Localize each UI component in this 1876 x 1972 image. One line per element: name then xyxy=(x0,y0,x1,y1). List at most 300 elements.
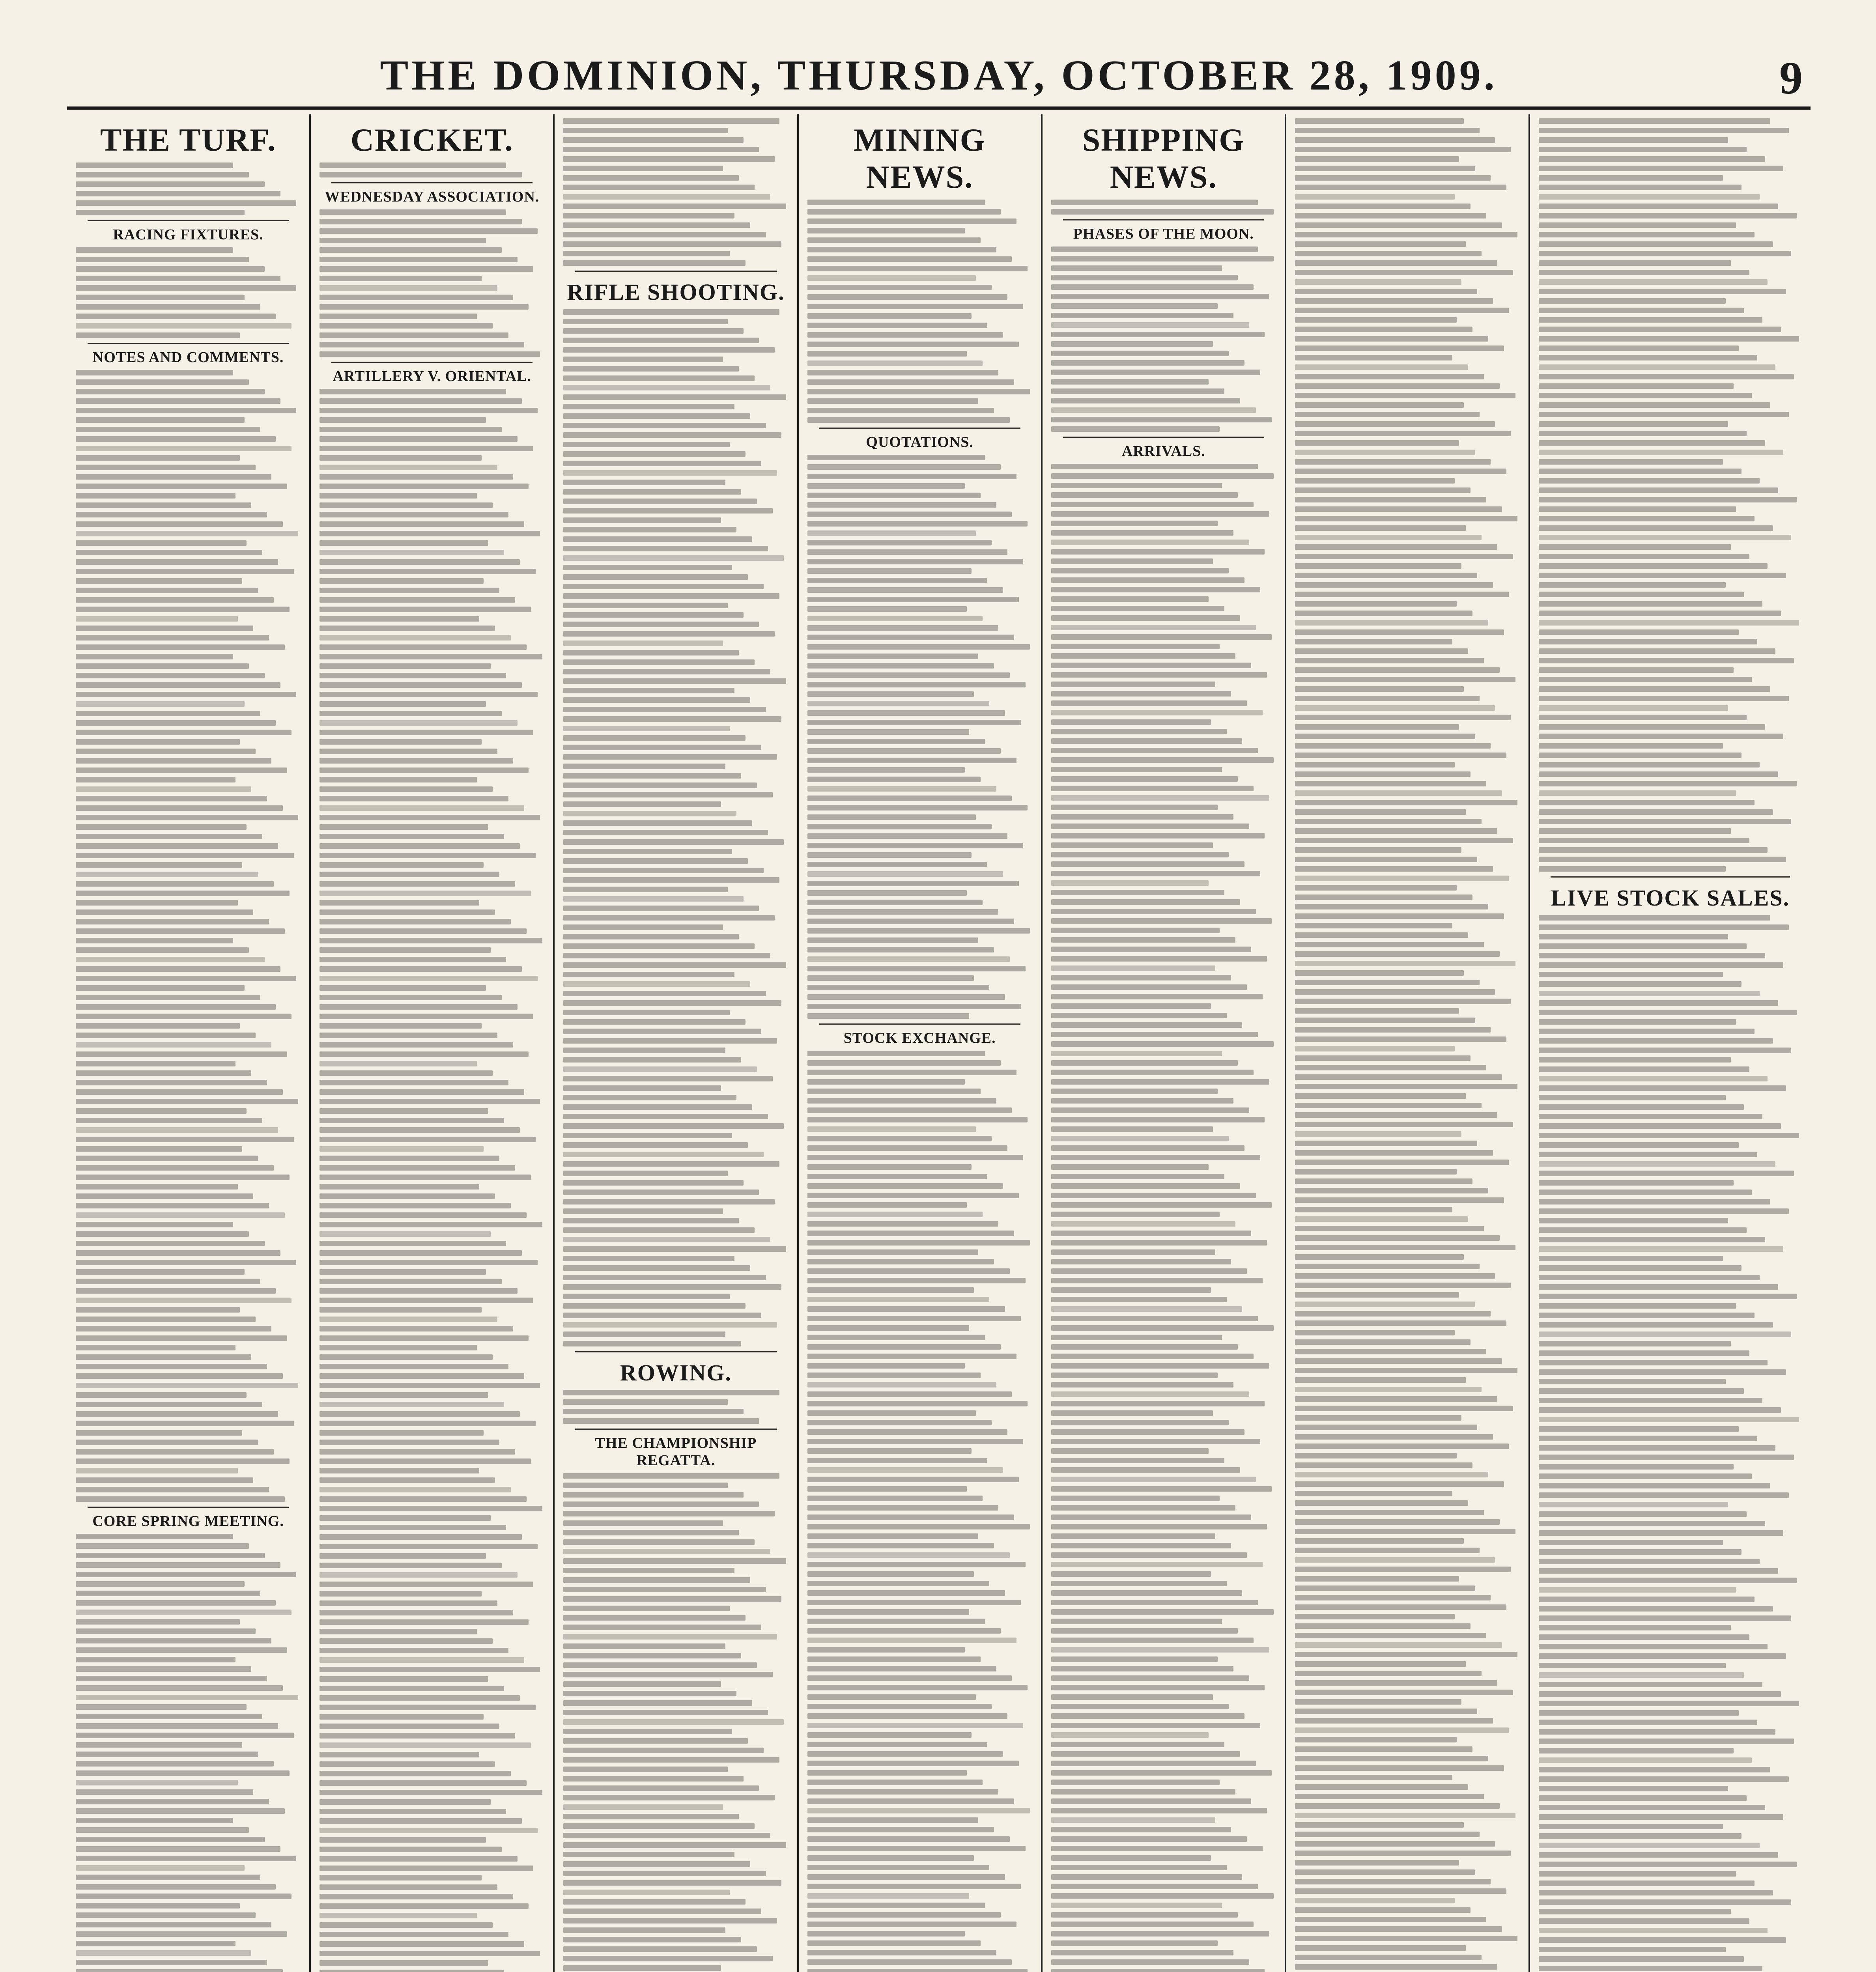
text-line xyxy=(1051,786,1254,791)
text-line xyxy=(563,631,775,637)
text-line xyxy=(1539,535,1791,540)
text-line xyxy=(1539,185,1741,190)
text-line xyxy=(1051,1827,1231,1832)
body-text-block xyxy=(1539,118,1802,872)
text-line xyxy=(76,1070,251,1076)
text-line xyxy=(1539,1701,1799,1706)
text-line xyxy=(563,678,786,684)
text-line xyxy=(320,1951,540,1956)
text-line xyxy=(563,782,757,788)
text-line xyxy=(1539,516,1755,521)
section-divider xyxy=(88,343,289,344)
text-line xyxy=(807,1496,983,1501)
text-line xyxy=(320,692,538,697)
text-line xyxy=(320,1364,508,1369)
text-line xyxy=(1051,1780,1220,1785)
text-line xyxy=(807,1060,1001,1066)
text-line xyxy=(1295,1377,1466,1383)
text-line xyxy=(76,559,278,565)
text-line xyxy=(320,1733,515,1739)
text-line xyxy=(1295,440,1459,446)
text-line xyxy=(1051,1079,1269,1085)
text-line xyxy=(807,1628,1001,1634)
text-line xyxy=(563,1501,759,1507)
text-line xyxy=(1295,1425,1477,1430)
text-line xyxy=(1539,118,1770,124)
text-line xyxy=(807,370,999,375)
text-line xyxy=(807,1619,985,1624)
text-line xyxy=(1295,1529,1515,1534)
text-line xyxy=(1295,1945,1466,1951)
text-line xyxy=(1539,1492,1789,1498)
text-line xyxy=(563,1171,727,1176)
text-line xyxy=(1539,1426,1739,1432)
text-line xyxy=(807,966,1026,971)
text-line xyxy=(1539,1190,1752,1195)
text-line xyxy=(1051,928,1220,933)
text-line xyxy=(1539,981,1741,987)
text-line xyxy=(807,1089,981,1094)
text-line xyxy=(1051,644,1220,649)
text-line xyxy=(1295,1500,1468,1506)
text-line xyxy=(807,956,1010,962)
text-line xyxy=(807,729,970,735)
text-line xyxy=(563,413,750,419)
text-line xyxy=(320,1544,538,1549)
text-line xyxy=(1295,1548,1480,1553)
text-line xyxy=(807,710,1005,716)
text-line xyxy=(76,1241,265,1246)
text-line xyxy=(1295,1434,1493,1440)
text-line xyxy=(320,1790,542,1795)
text-line xyxy=(807,1940,981,1946)
text-line xyxy=(320,711,502,716)
text-line xyxy=(1539,1161,1775,1167)
text-line xyxy=(563,1265,750,1271)
text-line xyxy=(563,1399,727,1405)
text-line xyxy=(1539,497,1797,502)
text-line xyxy=(563,527,736,532)
text-line xyxy=(563,612,743,618)
text-line xyxy=(320,805,524,811)
text-line xyxy=(320,1553,486,1559)
text-line xyxy=(807,1817,978,1823)
text-line xyxy=(563,517,721,523)
text-line xyxy=(563,1956,772,1961)
text-line xyxy=(807,218,1016,224)
text-line xyxy=(76,446,291,451)
text-line xyxy=(1295,942,1484,947)
text-line xyxy=(1051,426,1220,432)
text-line xyxy=(320,1383,540,1388)
text-line xyxy=(807,1420,992,1425)
text-line xyxy=(1539,991,1760,996)
text-line xyxy=(1539,251,1791,256)
text-line xyxy=(563,1199,775,1204)
text-line xyxy=(807,1846,1026,1851)
text-line xyxy=(1539,1104,1744,1110)
text-line xyxy=(807,1770,967,1776)
text-line xyxy=(320,900,479,906)
text-line xyxy=(1295,1926,1502,1932)
text-line xyxy=(1051,549,1265,555)
text-line xyxy=(563,1558,786,1564)
text-line xyxy=(807,663,994,669)
text-line xyxy=(320,1231,490,1237)
text-line xyxy=(1051,388,1224,394)
text-line xyxy=(76,540,247,546)
text-line xyxy=(1051,398,1240,403)
section-divider xyxy=(819,428,1020,429)
text-line xyxy=(1539,1862,1797,1867)
text-line xyxy=(1539,686,1770,692)
text-line xyxy=(1539,1180,1733,1186)
text-line xyxy=(320,578,484,584)
text-line xyxy=(807,720,1021,725)
text-line xyxy=(563,934,739,939)
text-line xyxy=(76,1827,249,1833)
text-line xyxy=(320,285,497,291)
text-line xyxy=(1539,1937,1786,1943)
text-line xyxy=(1539,1350,1749,1356)
text-line xyxy=(1539,1417,1799,1422)
text-line xyxy=(1295,487,1471,493)
text-line xyxy=(1051,1571,1211,1577)
body-text-block xyxy=(563,1390,788,1424)
text-line xyxy=(320,276,482,281)
text-line xyxy=(76,1449,274,1455)
text-line xyxy=(807,1145,1007,1151)
text-line xyxy=(1539,847,1768,853)
text-line xyxy=(1051,1098,1233,1104)
column-6 xyxy=(1286,114,1530,1972)
text-line xyxy=(76,1004,276,1010)
text-line xyxy=(320,1156,499,1161)
text-line xyxy=(563,328,743,334)
text-line xyxy=(807,1164,972,1170)
text-line xyxy=(1539,1767,1770,1772)
text-line xyxy=(563,811,736,816)
text-line xyxy=(563,565,732,570)
text-line xyxy=(1295,1557,1495,1563)
text-line xyxy=(1539,934,1728,939)
text-line xyxy=(1051,625,1256,630)
text-line xyxy=(320,1317,497,1322)
text-line xyxy=(1295,629,1504,635)
text-line xyxy=(807,1212,983,1217)
text-line xyxy=(807,1117,1028,1122)
text-line xyxy=(76,200,296,206)
text-line xyxy=(76,1335,287,1341)
text-line xyxy=(807,748,1001,754)
text-line xyxy=(1295,800,1517,805)
text-line xyxy=(320,1335,529,1341)
text-line xyxy=(320,1619,529,1625)
text-line xyxy=(76,1250,280,1256)
text-line xyxy=(807,1969,1028,1972)
text-line xyxy=(563,1483,727,1488)
text-line xyxy=(807,1155,1023,1160)
text-line xyxy=(76,1430,242,1436)
text-line xyxy=(1051,824,1249,829)
text-line xyxy=(1539,1691,1781,1697)
text-line xyxy=(320,550,504,555)
text-line xyxy=(1295,1765,1504,1771)
text-line xyxy=(807,1401,1028,1406)
text-line xyxy=(1539,1256,1723,1261)
text-line xyxy=(563,622,759,627)
text-line xyxy=(320,1818,522,1824)
text-line xyxy=(563,499,757,504)
text-line xyxy=(807,1193,1019,1198)
text-line xyxy=(807,237,981,243)
text-line xyxy=(807,1704,992,1709)
text-line xyxy=(320,446,533,451)
text-line xyxy=(1295,308,1509,313)
text-line xyxy=(76,815,298,820)
text-line xyxy=(807,1202,967,1208)
text-line xyxy=(807,1666,996,1671)
text-line xyxy=(807,1533,978,1539)
text-line xyxy=(76,701,245,707)
text-line xyxy=(1051,1798,1251,1804)
text-line xyxy=(1051,1297,1227,1302)
text-line xyxy=(1051,1268,1247,1274)
text-line xyxy=(1051,691,1231,697)
text-line xyxy=(1295,1623,1471,1629)
text-line xyxy=(1051,918,1272,924)
text-line xyxy=(76,1458,290,1464)
masthead xyxy=(67,24,1811,110)
text-line xyxy=(76,1118,262,1123)
text-line xyxy=(76,379,249,385)
text-line xyxy=(1051,937,1236,943)
text-line xyxy=(563,707,766,712)
text-line xyxy=(1051,606,1224,611)
text-line xyxy=(1539,374,1794,379)
text-line xyxy=(320,1638,493,1644)
text-line xyxy=(1295,1775,1452,1780)
text-line xyxy=(320,1269,486,1275)
text-line xyxy=(1051,1344,1238,1350)
text-line xyxy=(320,881,515,887)
text-line xyxy=(76,1080,267,1085)
column-3 xyxy=(555,114,798,1972)
text-line xyxy=(563,1256,734,1261)
text-line xyxy=(1295,156,1459,162)
text-line xyxy=(563,137,743,143)
text-line xyxy=(563,915,775,921)
text-line xyxy=(1295,819,1482,824)
text-line xyxy=(1051,1884,1258,1889)
text-line xyxy=(1539,563,1768,569)
text-line xyxy=(563,1275,766,1280)
text-line xyxy=(1295,734,1475,739)
text-line xyxy=(76,749,256,754)
text-line xyxy=(320,238,486,243)
text-line xyxy=(1295,459,1491,465)
text-line xyxy=(563,1681,721,1687)
text-line xyxy=(807,1732,972,1738)
text-line xyxy=(807,928,1030,934)
text-line xyxy=(1539,1322,1773,1328)
text-line xyxy=(1295,1415,1461,1421)
section-divider xyxy=(331,362,533,363)
text-line xyxy=(807,559,1023,564)
text-line xyxy=(76,1638,271,1643)
text-line xyxy=(1295,128,1480,133)
text-line xyxy=(1295,601,1457,607)
text-line xyxy=(1539,667,1733,673)
text-line xyxy=(807,266,1028,271)
text-line xyxy=(76,1033,256,1038)
text-line xyxy=(1295,166,1475,171)
text-line xyxy=(807,1647,965,1653)
text-line xyxy=(76,1108,247,1114)
text-line xyxy=(76,427,260,432)
text-line xyxy=(1539,1114,1762,1119)
text-line xyxy=(807,1363,965,1369)
text-line xyxy=(1051,1070,1254,1075)
text-line xyxy=(1051,1808,1267,1813)
text-line xyxy=(76,607,290,612)
text-line xyxy=(1051,994,1263,999)
text-line xyxy=(807,1004,1021,1009)
text-line xyxy=(1295,866,1493,872)
text-line xyxy=(563,1180,743,1186)
text-line xyxy=(320,1705,535,1710)
section-heading: ROWING. xyxy=(620,1360,732,1386)
text-line xyxy=(1051,965,1215,971)
text-line xyxy=(76,1023,240,1029)
text-line xyxy=(1539,279,1768,285)
text-line xyxy=(807,1467,1003,1473)
text-line xyxy=(76,1723,278,1729)
text-line xyxy=(1539,1559,1760,1564)
text-line xyxy=(76,1865,245,1871)
text-line xyxy=(1051,1855,1211,1861)
text-line xyxy=(807,1240,1030,1246)
text-line xyxy=(563,1190,759,1195)
text-line xyxy=(1295,1330,1455,1335)
text-line xyxy=(1539,1407,1781,1413)
text-line xyxy=(1295,1794,1484,1799)
text-line xyxy=(1051,890,1224,895)
text-line xyxy=(320,786,493,792)
text-line xyxy=(76,1222,233,1227)
text-line xyxy=(1295,1264,1480,1269)
text-line xyxy=(807,1514,1015,1520)
text-line xyxy=(1539,1171,1794,1176)
text-line xyxy=(1539,828,1731,834)
text-line xyxy=(76,1931,287,1937)
text-line xyxy=(320,1724,499,1729)
text-line xyxy=(76,1203,269,1208)
text-line xyxy=(1051,1959,1249,1965)
text-line xyxy=(320,1894,513,1899)
text-line xyxy=(563,1918,777,1923)
text-line xyxy=(76,1950,251,1956)
text-line xyxy=(1539,1880,1755,1886)
text-line xyxy=(76,1818,233,1823)
text-line xyxy=(1295,715,1511,720)
text-line xyxy=(807,1410,976,1416)
text-line xyxy=(1539,943,1747,949)
text-line xyxy=(320,1080,508,1085)
section-subheading: QUOTATIONS. xyxy=(866,434,974,450)
text-line xyxy=(563,839,784,845)
text-line xyxy=(563,1057,741,1063)
text-line xyxy=(1295,1803,1500,1809)
text-line xyxy=(1051,568,1229,573)
column-4 xyxy=(799,114,1043,1972)
text-line xyxy=(76,1345,235,1350)
text-line xyxy=(1051,379,1209,385)
text-line xyxy=(76,1421,294,1426)
text-line xyxy=(1295,1283,1511,1288)
text-line xyxy=(807,1268,1010,1274)
text-line xyxy=(563,735,746,741)
text-line xyxy=(320,1837,486,1843)
text-line xyxy=(563,260,746,266)
text-line xyxy=(563,877,779,883)
text-line xyxy=(563,1748,763,1753)
text-line xyxy=(1051,1410,1213,1416)
text-line xyxy=(1295,989,1495,995)
text-line xyxy=(76,266,265,272)
text-line xyxy=(807,512,1012,517)
text-line xyxy=(807,1922,1016,1927)
text-line xyxy=(76,1695,298,1700)
text-line xyxy=(76,1156,258,1161)
section-heading: LIVE STOCK SALES. xyxy=(1551,885,1790,911)
text-line xyxy=(563,1019,746,1025)
text-line xyxy=(563,1066,757,1072)
text-line xyxy=(1051,1533,1215,1539)
text-line xyxy=(1295,1604,1506,1610)
text-line xyxy=(1051,748,1258,753)
text-line xyxy=(563,716,781,722)
text-line xyxy=(1539,1502,1728,1507)
text-line xyxy=(1051,351,1229,356)
text-line xyxy=(1539,1521,1765,1526)
text-line xyxy=(1051,1846,1263,1851)
text-line xyxy=(1539,1729,1775,1735)
text-line xyxy=(320,938,542,943)
text-line xyxy=(563,697,750,703)
text-line xyxy=(563,1123,784,1129)
body-text-block xyxy=(320,389,544,1972)
text-line xyxy=(1295,1472,1488,1477)
text-line xyxy=(320,1108,488,1114)
text-line xyxy=(1295,364,1468,370)
text-line xyxy=(320,1004,518,1010)
text-line xyxy=(1051,1742,1224,1747)
text-line xyxy=(1539,1634,1749,1640)
text-line xyxy=(320,295,513,300)
text-line xyxy=(807,1391,1012,1397)
text-line xyxy=(563,1672,772,1677)
text-line xyxy=(1539,317,1762,323)
text-line xyxy=(807,474,1016,479)
text-line xyxy=(807,1278,1026,1283)
section-subheading: NOTES AND COMMENTS. xyxy=(92,349,284,366)
text-line xyxy=(76,796,267,801)
text-line xyxy=(807,530,976,536)
text-line xyxy=(1051,1865,1227,1870)
text-line xyxy=(1539,1890,1773,1895)
text-line xyxy=(563,451,746,457)
